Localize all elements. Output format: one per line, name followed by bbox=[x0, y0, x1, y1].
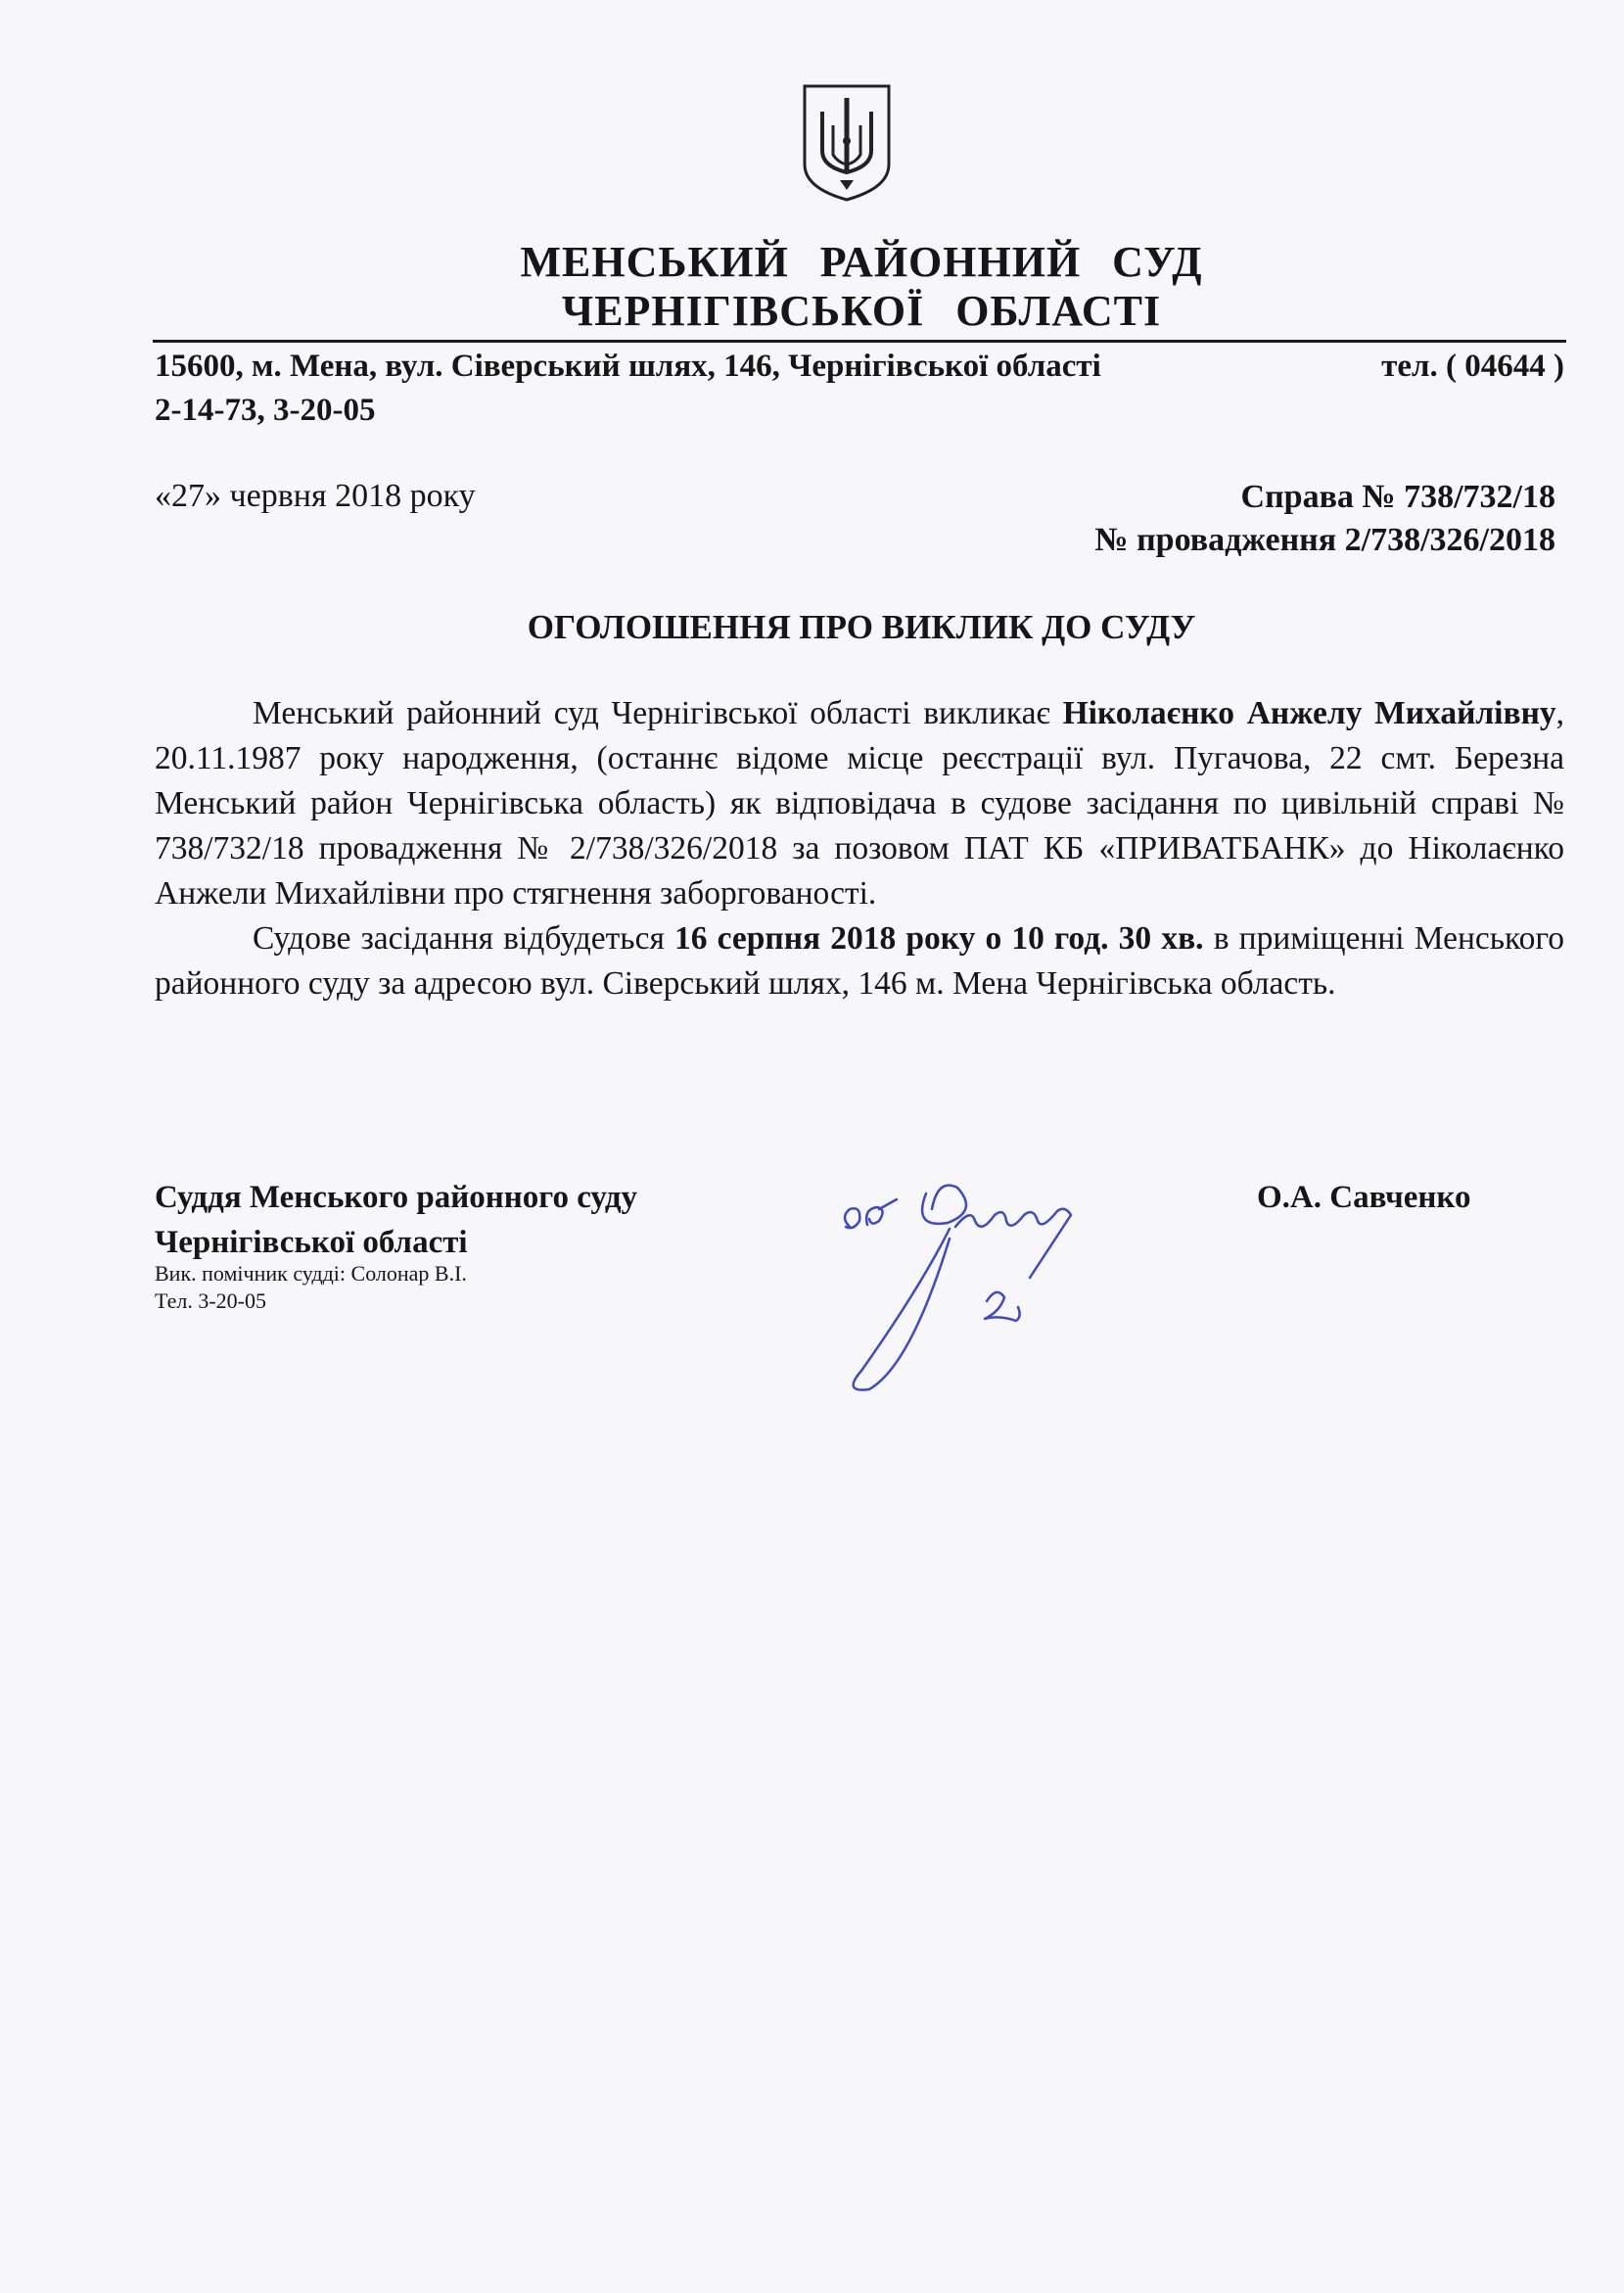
hearing-datetime: 16 серпня 2018 року о 10 год. 30 хв. bbox=[674, 920, 1204, 957]
document-date: «27» червня 2018 року bbox=[155, 478, 476, 514]
case-numbers bbox=[1094, 476, 1555, 562]
court-name-line2: ЧЕРНІГІВСЬКОЇ ОБЛАСТІ bbox=[561, 287, 1162, 335]
assistant-info bbox=[155, 1260, 467, 1315]
address-phone-prefix: тел. ( 04644 ) bbox=[1381, 349, 1564, 384]
case-number: Справа № 738/732/18 bbox=[1240, 479, 1555, 515]
trident-icon bbox=[801, 82, 893, 204]
assistant-phone: Тел. 3-20-05 bbox=[155, 1288, 266, 1313]
court-name-line1: МЕНСЬКИЙ РАЙОННИЙ СУД bbox=[520, 238, 1203, 286]
address-street: 15600, м. Мена, вул. Сіверський шлях, 146, Чернігівської області bbox=[155, 349, 1101, 384]
notice-paragraph-1: Менський районний суд Чернігівської області викликає Ніколаєнко Анжелу Михайлівну, 20.11.1987 року народження, (останнє відоме місце реєстрації вул. Пугачова, 22 смт. Березна Менський район Чернігівська область) як відповідача в судове засідання по цивільній справі № 738/732/18 провадження № 2/738/326/2018 за позовом ПАТ КБ «ПРИВАТБАНК» до Ніколаєнко Анжели Михайлівни про стягнення заборгованості. bbox=[155, 695, 1565, 912]
notice-title: ОГОЛОШЕННЯ ПРО ВИКЛИК ДО СУДУ bbox=[527, 608, 1196, 646]
judge-title: Суддя Менського районного суду Чернігівської області bbox=[155, 1180, 638, 1260]
handwritten-signature bbox=[803, 1170, 1155, 1405]
header-divider bbox=[153, 340, 1566, 343]
defendant-name: Ніколаєнко Анжелу Михайлівну bbox=[1062, 695, 1556, 731]
address-phones: 2-14-73, 3-20-05 bbox=[155, 393, 376, 428]
notice-body bbox=[155, 691, 1564, 1006]
assistant-name: Вик. помічник судді: Солонар В.І. bbox=[155, 1261, 467, 1286]
proceeding-number: № провадження 2/738/326/2018 bbox=[1094, 522, 1555, 558]
notice-paragraph-2: Судове засідання відбудеться 16 серпня 2018 року о 10 год. 30 хв. в приміщенні Менського районного суду за адресою вул. Сіверський шлях, 146 м. Мена Чернігівська область. bbox=[155, 920, 1564, 1002]
court-address bbox=[155, 345, 1564, 433]
judge-name: О.А. Савченко bbox=[1257, 1180, 1471, 1215]
